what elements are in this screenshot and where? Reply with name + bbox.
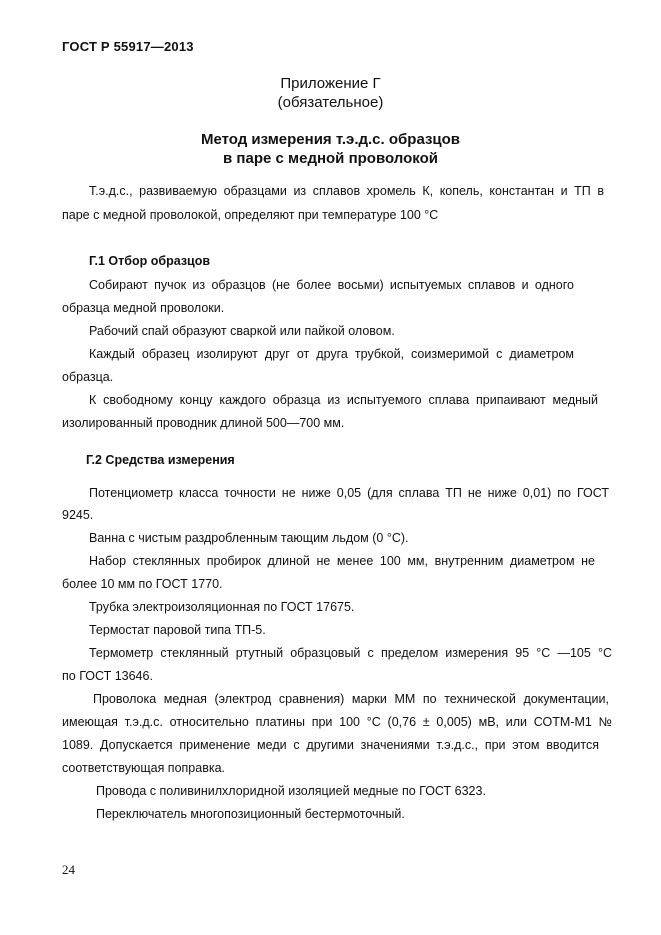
section-g2-title: Г.2 Средства измерения	[86, 453, 235, 467]
standard-header: ГОСТ Р 55917—2013	[62, 39, 194, 54]
g2-p7-line1: Проволока медная (электрод сравнения) марки ММ по технической документации,	[93, 692, 609, 706]
g2-p4: Трубка электроизоляционная по ГОСТ 17675.	[89, 600, 355, 614]
g2-p7-line4: соответствующая поправка.	[62, 761, 226, 775]
g1-p1-line1: Собирают пучок из образцов (не более восьми) испытуемых сплавов и одного	[89, 278, 574, 292]
g2-p7-line3: 1089. Допускается применение меди с другими значениями т.э.д.с., при этом вводится	[62, 738, 599, 752]
g1-p3-line1: Каждый образец изолируют друг от друга трубкой, соизмеримой с диаметром	[89, 347, 574, 361]
method-title-line2: в паре с медной проволокой	[223, 150, 438, 167]
g2-p5: Термостат паровой типа ТП-5.	[89, 623, 266, 637]
section-g1-title: Г.1 Отбор образцов	[89, 254, 211, 268]
g1-p1-line2: образца медной проволоки.	[62, 301, 225, 315]
g1-p3-line2: образца.	[62, 370, 114, 384]
appendix-status: (обязательное)	[277, 94, 384, 111]
g2-p9: Переключатель многопозиционный бестермоточный.	[96, 807, 405, 821]
g2-p6-line1: Термометр стеклянный ртутный образцовый с пределом измерения 95 °С —105 °С	[89, 646, 612, 660]
g1-p2: Рабочий спай образуют сваркой или пайкой оловом.	[89, 324, 395, 338]
g2-p3-line2: более 10 мм по ГОСТ 1770.	[62, 577, 223, 591]
g1-p4-line1: К свободному концу каждого образца из испытуемого сплава припаивают медный	[89, 393, 598, 407]
appendix-title: Приложение Г	[280, 75, 381, 92]
page-number: 24	[62, 862, 75, 877]
g2-p6-line2: по ГОСТ 13646.	[62, 669, 153, 683]
g1-p4-line2: изолированный проводник длиной 500—700 мм.	[62, 416, 345, 430]
g2-p8: Провода с поливинилхлоридной изоляцией медные по ГОСТ 6323.	[96, 784, 486, 798]
g2-p1-line2: 9245.	[62, 508, 94, 522]
g2-p1-line1: Потенциометр класса точности не ниже 0,05 (для сплава ТП не ниже 0,01) по ГОСТ	[89, 486, 609, 500]
g2-p7-line2: имеющая т.э.д.с. относительно платины при 100 °С (0,76 ± 0,005) мВ, или СОТМ-М1 №	[62, 715, 612, 729]
intro-line1: Т.э.д.с., развиваемую образцами из сплавов хромель К, копель, константан и ТП в	[89, 184, 604, 198]
g2-p3-line1: Набор стеклянных пробирок длиной не менее 100 мм, внутренним диаметром не	[89, 554, 595, 568]
g2-p2: Ванна с чистым раздробленным тающим льдом (0 °С).	[89, 531, 409, 545]
method-title-line1: Метод измерения т.э.д.с. образцов	[200, 131, 461, 148]
intro-line2: паре с медной проволокой, определяют при температуре 100 °С	[62, 208, 439, 222]
